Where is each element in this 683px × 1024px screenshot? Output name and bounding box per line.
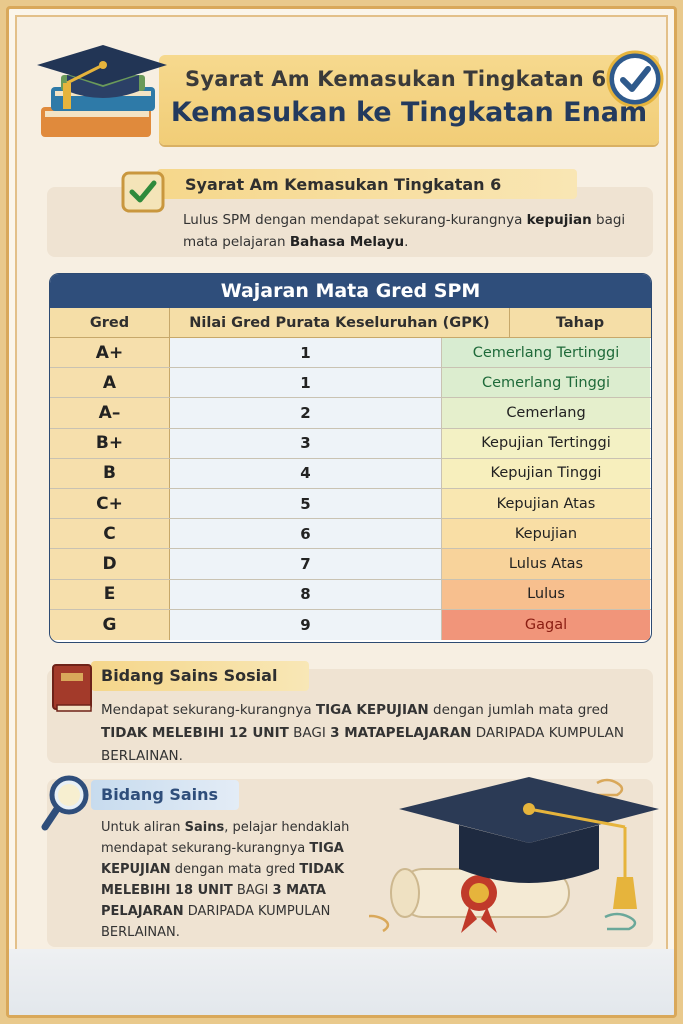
text-bold-segment: Bahasa Melayu: [289, 234, 405, 250]
gpk-cell: 6: [170, 519, 442, 548]
page-title: Kemasukan ke Tingkatan Enam: [170, 97, 648, 128]
book-icon: [47, 661, 97, 715]
text-bold-segment: kepujian: [526, 212, 592, 228]
social-science-title: Bidang Sains Sosial: [101, 666, 278, 685]
level-cell: Cemerlang Tinggi: [442, 368, 650, 397]
text-segment: bagi mata pelajaran: [183, 212, 626, 250]
gpk-cell: 1: [170, 338, 442, 367]
social-science-text: [101, 699, 646, 768]
table-header-row: [50, 308, 651, 338]
gpk-cell: 2: [170, 398, 442, 427]
bottom-decoration: [9, 949, 677, 1018]
text-segment: .: [404, 234, 409, 250]
grade-cell: A+: [50, 338, 170, 367]
table-body: [50, 338, 651, 640]
table-row: [50, 489, 651, 519]
text-segment: DARIPADA KUMPULAN BERLAINAN.: [101, 904, 331, 940]
table-row: [50, 610, 651, 640]
table-title: Wajaran Mata Gred SPM: [50, 274, 651, 308]
level-cell: Lulus Atas: [442, 549, 650, 578]
grade-cell: E: [50, 580, 170, 609]
text-bold-segment: 3 MATA PELAJARAN: [101, 883, 326, 919]
header-subtitle: Syarat Am Kemasukan Tingkatan 6: [185, 67, 607, 91]
general-requirement-title: Syarat Am Kemasukan Tingkatan 6: [185, 175, 502, 194]
level-cell: Cemerlang Tertinggi: [442, 338, 650, 367]
level-cell: Kepujian: [442, 519, 650, 548]
level-cell: Gagal: [442, 610, 650, 640]
text-bold-segment: Sains: [184, 820, 225, 835]
graduation-books-icon: [31, 37, 171, 149]
level-cell: Cemerlang: [442, 398, 650, 427]
text-bold-segment: TIGA KEPUJIAN: [101, 841, 344, 877]
checkbox-icon: [119, 169, 169, 217]
text-bold-segment: TIDAK MELEBIHI 18 UNIT: [101, 862, 345, 898]
grade-cell: B+: [50, 429, 170, 458]
text-bold-segment: TIGA KEPUJIAN: [315, 702, 429, 718]
gpk-cell: 8: [170, 580, 442, 609]
level-cell: Lulus: [442, 580, 650, 609]
text-segment: dengan jumlah mata gred: [428, 702, 609, 718]
level-cell: Kepujian Atas: [442, 489, 650, 518]
text-segment: , pelajar hendaklah mendapat sekurang-kurangnya: [101, 820, 350, 856]
graduation-cap-diploma-icon: [369, 769, 669, 949]
poster-frame: [6, 6, 677, 1018]
science-text: [101, 817, 391, 943]
table-row: [50, 459, 651, 489]
grade-cell: A: [50, 368, 170, 397]
science-title: Bidang Sains: [101, 785, 219, 804]
grade-cell: A–: [50, 398, 170, 427]
table-row: [50, 519, 651, 549]
gpk-cell: 1: [170, 368, 442, 397]
gpk-cell: 4: [170, 459, 442, 488]
grade-table: [49, 273, 652, 643]
text-segment: Lulus SPM dengan mendapat sekurang-kurangnya: [183, 212, 527, 228]
table-row: [50, 549, 651, 579]
gpk-cell: 7: [170, 549, 442, 578]
level-cell: Kepujian Tertinggi: [442, 429, 650, 458]
gpk-cell: 5: [170, 489, 442, 518]
grade-cell: D: [50, 549, 170, 578]
magnifier-icon: [39, 771, 95, 833]
table-header-gpk: Nilai Gred Purata Keseluruhan (GPK): [170, 308, 510, 337]
table-row: [50, 580, 651, 610]
text-segment: BAGI: [288, 725, 331, 741]
table-row: [50, 338, 651, 368]
grade-cell: C: [50, 519, 170, 548]
text-bold-segment: TIDAK MELEBIHI 12 UNIT: [101, 725, 289, 741]
grade-cell: C+: [50, 489, 170, 518]
text-segment: BAGI: [232, 883, 273, 898]
grade-cell: G: [50, 610, 170, 640]
table-row: [50, 429, 651, 459]
text-segment: Untuk aliran: [101, 820, 185, 835]
level-cell: Kepujian Tinggi: [442, 459, 650, 488]
table-row: [50, 368, 651, 398]
text-segment: Mendapat sekurang-kurangnya: [101, 702, 316, 718]
gpk-cell: 9: [170, 610, 442, 640]
text-bold-segment: 3 MATAPELAJARAN: [330, 725, 472, 741]
table-header-level: Tahap: [555, 314, 605, 331]
table-row: [50, 398, 651, 428]
table-header-grade: Gred: [50, 308, 170, 337]
text-segment: DARIPADA KUMPULAN BERLAINAN.: [101, 725, 624, 764]
text-segment: dengan mata gred: [170, 862, 300, 877]
general-requirement-text: [183, 209, 633, 253]
grade-cell: B: [50, 459, 170, 488]
gpk-cell: 3: [170, 429, 442, 458]
